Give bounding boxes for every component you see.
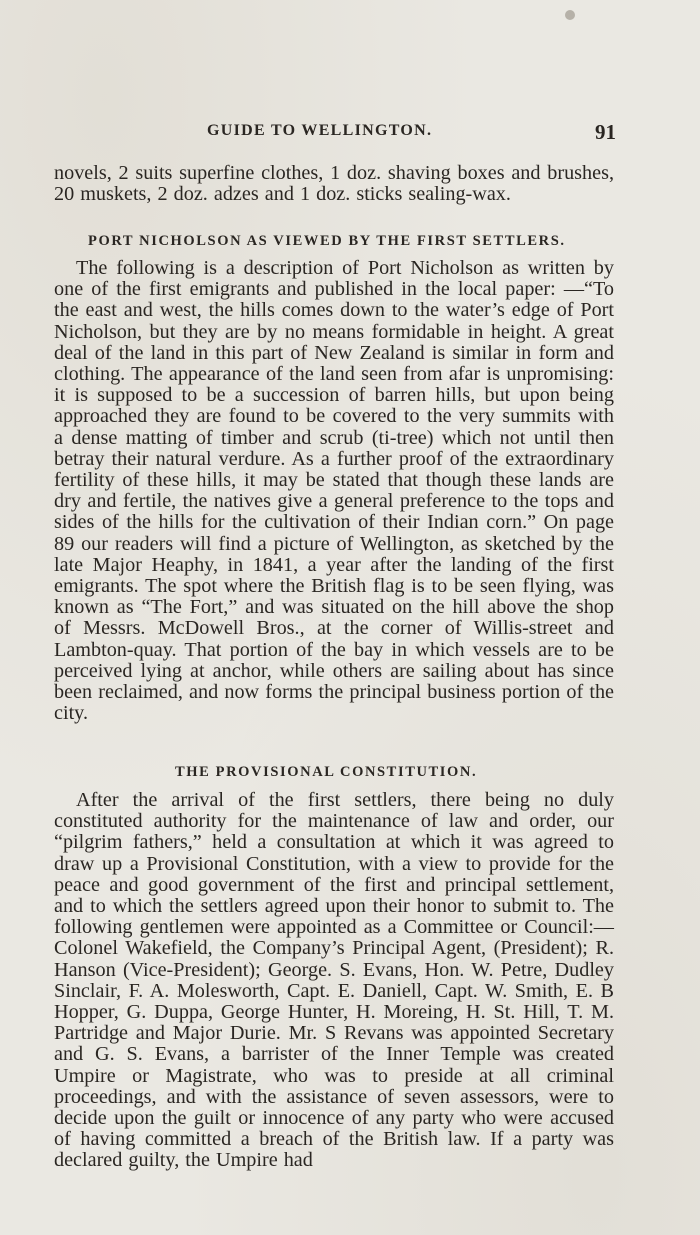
ink-blot [565,10,575,20]
constitution-paragraph: After the arrival of the first settlers, there being no duly constituted authority for the maintenance of law and order, our “pilgrim fathers,” held a consultation at which it was agreed to draw up a Provisional Constitution, with a view to provide for the peace and good government of the first and principal settlement, and to which the settlers agreed upon their honor to submit to. The following gentlemen were appointed as a Committee or Council:—Colonel Wakefield, the Company’s Principal Agent, (President); R. Hanson (Vice-President); George. S. Evans, Hon. W. Petre, Dudley Sinclair, F. A. Molesworth, Capt. E. Daniell, Capt. W. Smith, E. B Hopper, G. Duppa, George Hunter, H. Moreing, H. St. Hill, T. M. Partridge and Major Durie. Mr. S Revans was appointed Secretary and G. S. Evans, a barrister of the Inner Temple was created Umpire or Magistrate, who was to preside at all criminal proceedings, and with the assistance of seven assessors, were to decide upon the guilt or innocence of any party who were accused of having committed a breach of the British law. If a party was declared guilty, the Umpire had [54,789,614,1172]
continuation-paragraph: novels, 2 suits superfine clothes, 1 doz. shaving boxes and brushes, 20 muskets, 2 doz. adzes and 1 doz. sticks sealing-wax. [54,162,614,206]
running-head [0,122,700,144]
section-heading-port-nicholson: PORT NICHOLSON AS VIEWED BY THE FIRST SETTLERS. [88,233,566,249]
section-heading-provisional-constitution: THE PROVISIONAL CONSTITUTION. [175,764,478,780]
port-nicholson-paragraph: The following is a description of Port Nicholson as written by one of the first emigrants and published in the local paper: —“To the east and west, the hills comes down to the water’s edge of Port Nicholson, but they are by no means formidable in height. A great deal of the land in this part of New Zealand is similar in form and clothing. The appearance of the land seen from afar is unpromising: it is supposed to be a succession of barren hills, but upon being approached they are found to be covered to the very summits with a dense matting of timber and scrub (ti-tree) which not until then betray their natural verdure. As a further proof of the extraordinary fertility of these hills, it may be stated that though these lands are dry and fertile, the natives give a general preference to the tops and sides of the hills for the cultivation of their Indian corn.” On page 89 our readers will find a picture of Wellington, as sketched by the late Major Heaphy, in 1841, a year after the landing of the first emigrants. The spot where the British flag is to be seen flying, was known as “The Fort,” and was situated on the hill above the shop of Messrs. McDowell Bros., at the corner of Willis-street and Lambton-quay. That portion of the bay in which vessels are to be perceived lying at anchor, while others are sailing about has since been reclaimed, and now forms the principal business portion of the city. [54,257,614,725]
page-number: 91 [595,120,616,144]
running-title: GUIDE TO WELLINGTON. [207,122,433,139]
